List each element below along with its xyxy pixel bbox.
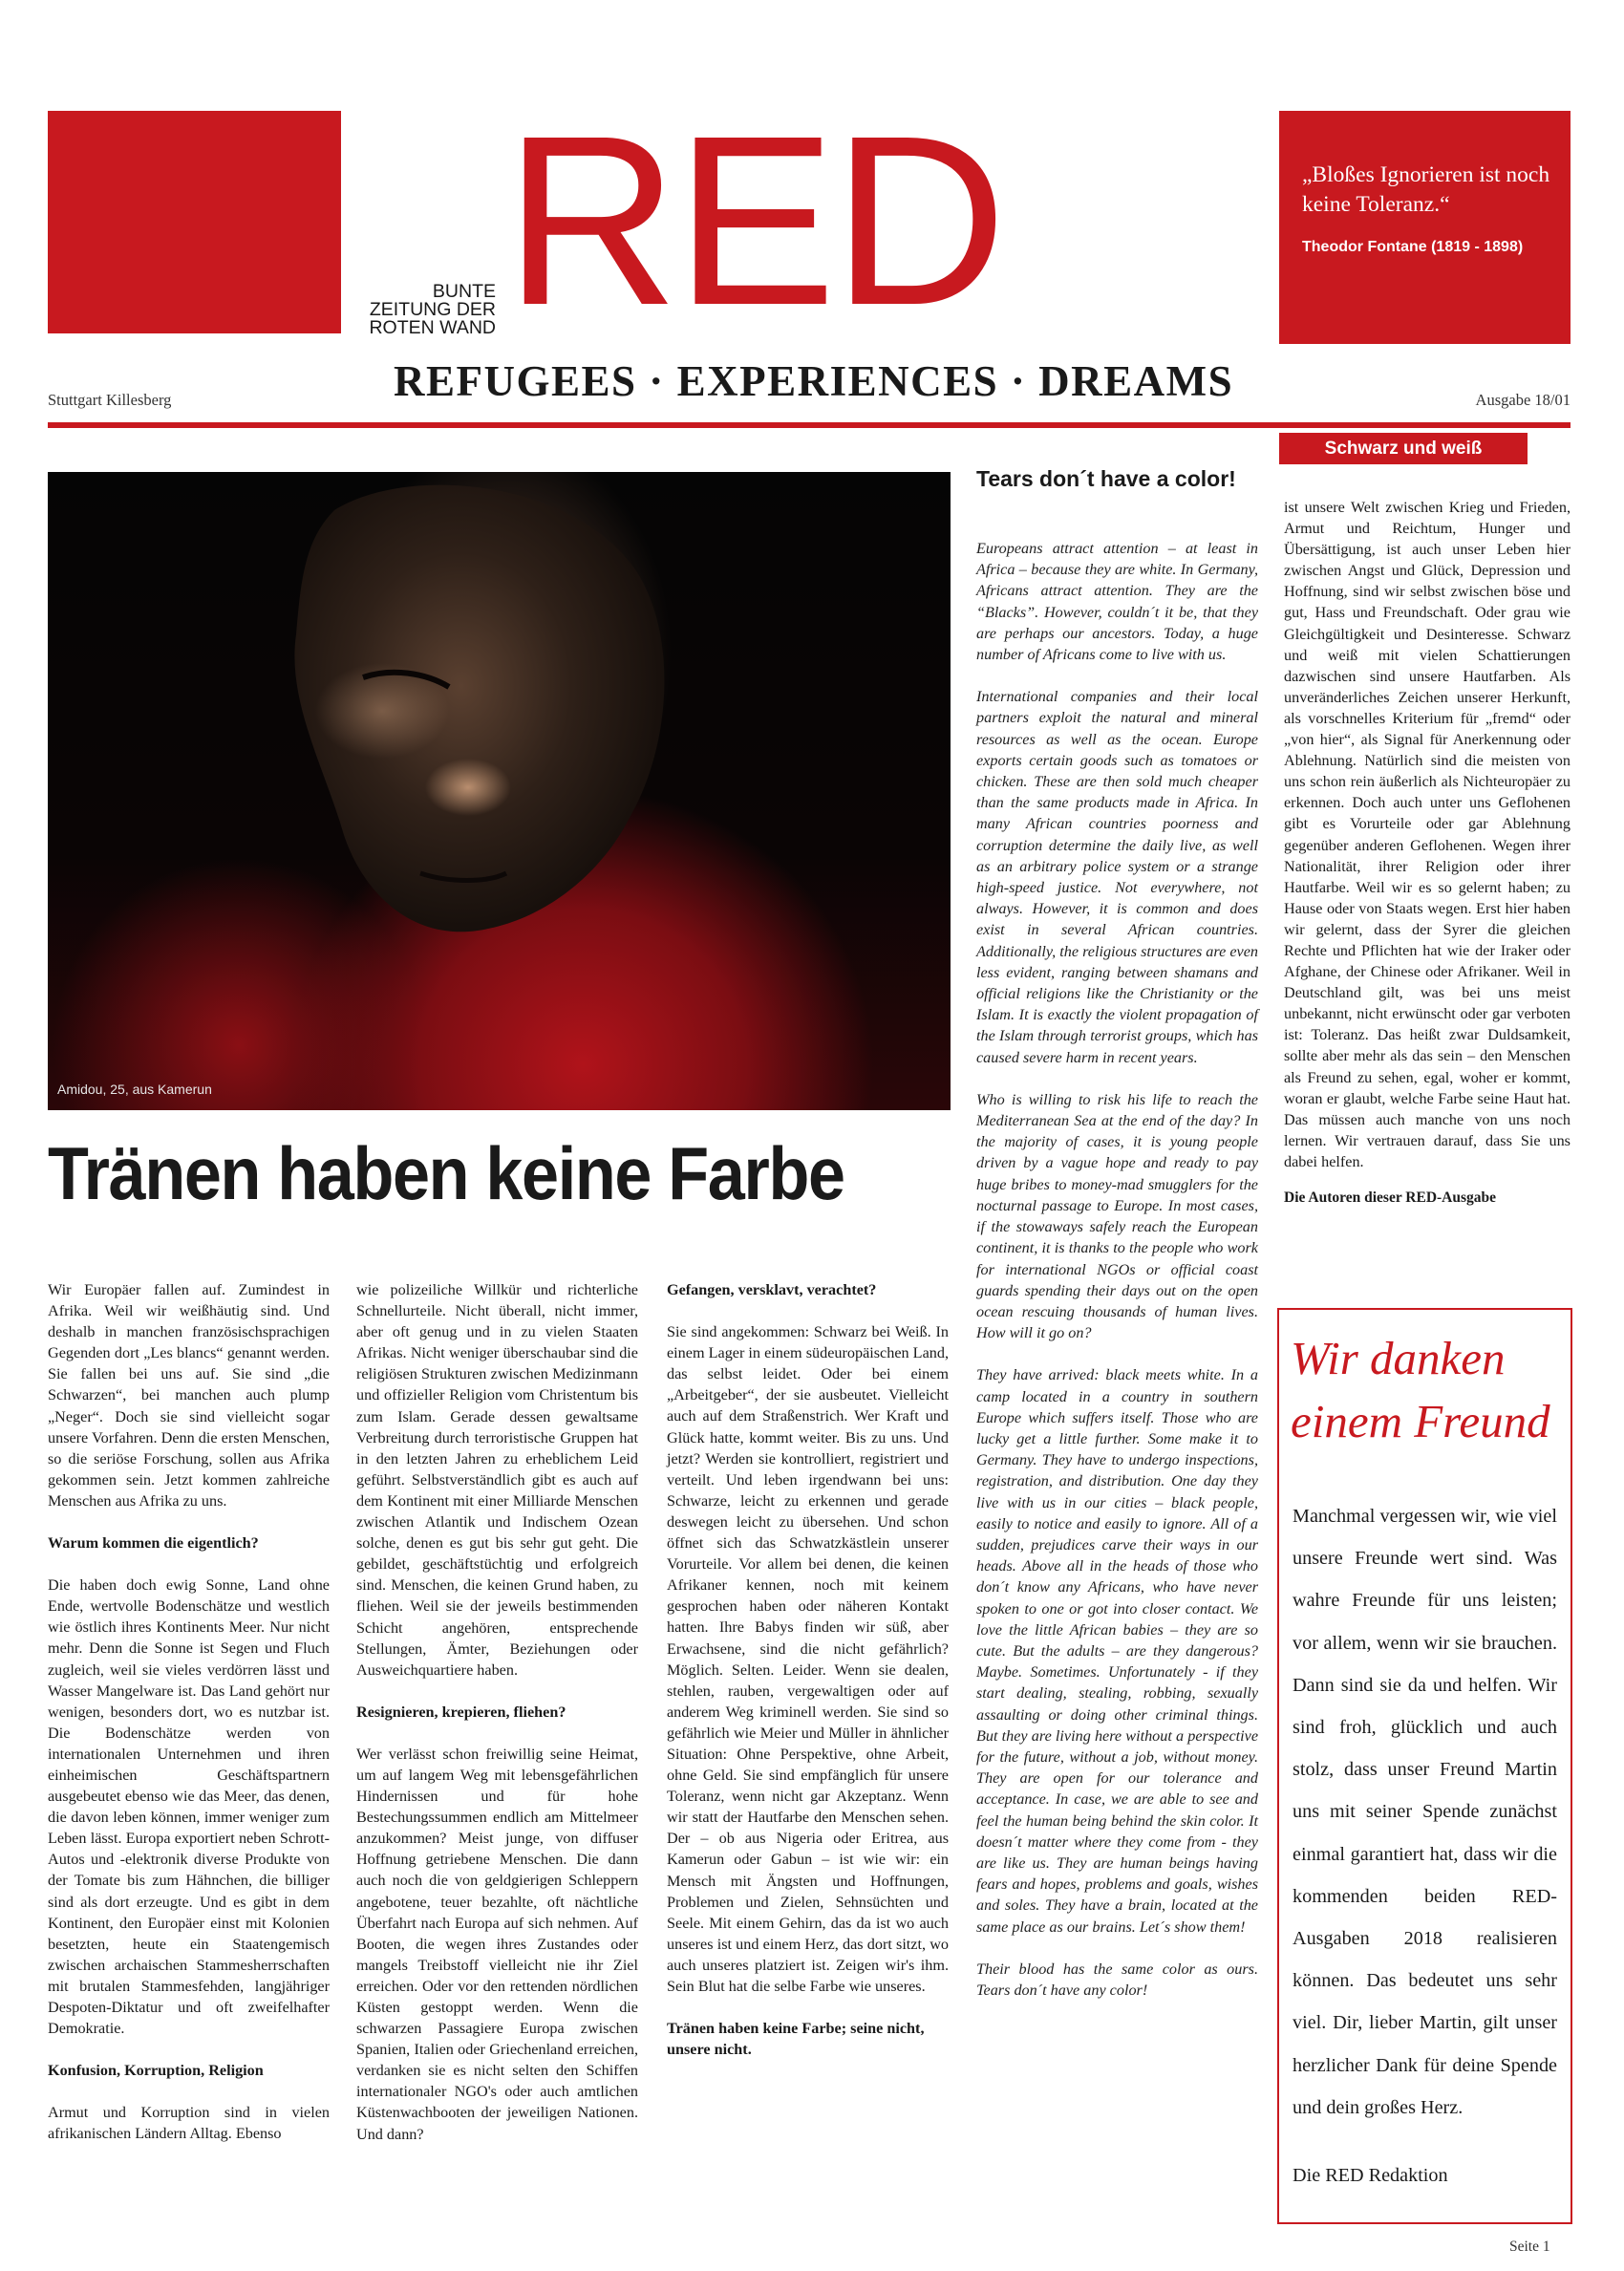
- nose-highlight: [425, 759, 511, 816]
- quote-text: „Bloßes Ignorieren ist noch keine Toleranz.“: [1302, 162, 1550, 217]
- article-subheading: Warum kommen die eigentlich?: [48, 1534, 259, 1553]
- english-paragraph: Who is willing to risk his life to reach the Mediterranean Sea at the end of the day? In the majority of cases, it is young people driven by a vague hope and ready to pay huge bribes to money-mad smugglers for the nocturnal passage to Europe. In most cases, if the stowaways safely reach the European continent, it is thanks to the people who work for international NGOs or official coast guards spending their days out on the open ocean rescuing thousands of human lives. How will it go on?: [976, 1090, 1258, 1342]
- article-subheading: Tränen haben keine Farbe; seine nicht, unsere nicht.: [667, 2020, 925, 2059]
- quote-box: [1279, 111, 1571, 344]
- english-paragraph: Europeans attract attention – at least in Africa – because they are white. In Germany, Africans attract attention. They are the “Blacks”. However, couldn´t it be, that they are perhaps our ancestors. Today, a huge number of Africans come to live with us.: [976, 540, 1258, 664]
- thanks-title: [1289, 1327, 1561, 1453]
- portrait-illustration: [48, 472, 951, 1110]
- quote-author: Theodor Fontane (1819 - 1898): [1302, 239, 1524, 255]
- tagline: REFUGEES · EXPERIENCES · DREAMS: [394, 357, 1234, 405]
- masthead-red-square: [48, 111, 341, 333]
- photo-caption: Amidou, 25, aus Kamerun: [57, 1082, 212, 1097]
- article-subheading: Gefangen, versklavt, verachtet?: [667, 1281, 877, 1298]
- english-paragraph: Their blood has the same color as ours. Tears don´t have any color!: [976, 1960, 1258, 1999]
- article-column-2: [356, 1279, 638, 2145]
- english-paragraph: They have arrived: black meets white. In a camp located in a country in southern Europe which suffers itself. Those who are lucky get a little further. Some make it to Germany. They have to undergo inspections, registration, and distribution. One day they live with us in our cities – black people, easily to notice and easily to ignore. All of a sudden, prejudices carve their ways in our heads. Above all in the heads of those who don´t know any Africans, who have never spoken to one or got into closer contact. We love the little African babies – they are so cute. But the adults – are they dangerous? Maybe. Sometimes. Unfortunately - if they start dealing, stealing, robbing, sexually assaulting or doing other criminal things. But they are living here without a perspective for the future, without a job, without money. They are open for our tolerance and acceptance. In case, we are able to see and feel the human being behind the skin color. It doesn´t matter where they come from - they are like us. They are human beings having fears and hopes, problems and goals, wishes and soles. They have a brain, located at the same place as our brains. Let´s show them!: [976, 1366, 1258, 1936]
- article-column-3: [667, 1279, 949, 2081]
- article-paragraph: Armut und Korruption sind in vielen afrikanischen Ländern Alltag. Ebenso: [48, 2104, 330, 2143]
- english-title: Tears don´t have a color!: [976, 466, 1236, 491]
- article-paragraph: Wer verlässt schon freiwillig seine Heimat, um auf langem Weg mit lebensgefährlichen Hindernissen und für hohe Bestechungssummen endlich am Mittelmeer anzukommen? Meist junge, von diffuser Hoffnung getriebene Menschen. Die dann auch noch die von geldgierigen Schleppern angebotene, teuer bezahlte, oft nächtliche Überfahrt nach Europa auf sich nehmen. Auf Booten, die wegen ihres Zustandes oder mangels Treibstoff vielleicht nie ihr Ziel erreichen. Oder vor den rettenden nördlichen Küsten gestoppt werden. Wenn die schwarzen Passagiere Europa zwischen Spanien, Italien oder Griechenland erreichen, verdanken sie es nicht selten den Schiffen internationaler NGO's oder auch amtlichen Küstenwachbooten der jeweiligen Nationen. Und dann?: [356, 1745, 638, 2143]
- subtitle-line-1: BUNTE: [432, 281, 496, 302]
- sidebar-column: [1284, 497, 1571, 1230]
- article-subheading: Resignieren, krepieren, fliehen?: [356, 1703, 566, 1721]
- thanks-text: Manchmal vergessen wir, wie viel unsere Freunde wert sind. Was wahre Freunde für uns leisten; vor allem, wenn wir sie brauchen. Dann sind sie da und helfen. Wir sind froh, glücklich und auch stolz, dass unser Freund Martin uns mit seiner Spende zunächst einmal garantiert hat, dass wir die kommenden beiden RED-Ausgaben 2018 realisieren können. Das bedeutet uns sehr viel. Dir, lieber Martin, gilt unser herzlicher Dank für deine Spende und dein großes Herz.: [1293, 1506, 1557, 2118]
- sidebar-signature: Die Autoren dieser RED-Ausgabe: [1284, 1189, 1497, 1206]
- article-paragraph: Wir Europäer fallen auf. Zumindest in Afrika. Weil wir weißhäutig sind. Und deshalb in manchen französischsprachigen Gegenden dort „Les blancs“ genannt werden. Sie fallen bei uns auf. Sie sind „die Schwarzen“, bei manchen auch plump „Neger“. Doch sie sind vielleicht sogar unsere Vorfahren. Denn die ersten Menschen, so die seriöse Forschung, sollen aus Afrika gekommen sein. Jetzt kommen zahlreiche Menschen aus Afrika zu uns.: [48, 1281, 330, 1510]
- location: Stuttgart Killesberg: [48, 391, 172, 409]
- red-logo: RED: [504, 85, 1004, 355]
- thanks-title-line-1: Wir danken: [1291, 1332, 1506, 1384]
- article-paragraph: Sie sind angekommen: Schwarz bei Weiß. In einem Lager in einem südeuropäischen Land, das selbst leidet. Oder bei einem „Arbeitgeber“, der sie ausbeutet. Vielleicht auch auf dem Straßenstrich. Wer Kraft und Glück hatte, kommt weiter. Bis zu uns. Und jetzt? Werden sie kontrolliert, registriert und verteilt. Und leben irgendwann bei uns: Schwarze, leicht zu erkennen und gerade deswegen leicht zu übersehen. Und schon öffnet sich das Schwatzkästlein unserer Vorurteile. Vor allem bei denen, die keinen Afrikaner kennen, noch mit keinem gesprochen haben oder näheren Kontakt hatten. Ihre Babys finden wir süß, aber Erwachsene, sind die nicht gefährlich? Möglich. Selten. Leider. Wenn sie dealen, stehlen, rauben, vergewaltigen oder auf anderem Weg kriminell werden. Sie sind so gefährlich wie Meier und Müller in ähnlicher Situation: Ohne Perspektive, ohne Arbeit, ohne Geld. Sie sind empfänglich für unsere Toleranz, wenn nicht gar Akzeptanz. Wenn wir statt der Hautfarbe den Menschen sehen. Der – ob aus Nigeria oder Eritrea, aus Kamerun oder Gabun – ist wie wir: ein Mensch mit Ängsten und Hoffnungen, Problemen und Zielen, Sehnsüchten und Seele. Mit einem Gehirn, das da ist wo auch unseres ist und einem Herz, das dort sitzt, wo auch unseres platziert ist. Zeigen wir's ihm. Sein Blut hat die selbe Farbe wie unseres.: [667, 1323, 949, 1995]
- article-paragraph: wie polizeiliche Willkür und richterliche Schnellurteile. Nicht überall, nicht immer, aber oft genug und in zu vielen Staaten Afrikas. Nicht weniger überschaubar sind die religiösen Strukturen zwischen Medizinmann und offizieller Religion vom Christentum bis zum Islam. Gerade dessen gewaltsame Verbreitung durch terroristische Gruppen hat in den letzten Jahren zu erheblichem Leid geführt. Selbstverständlich gibt es auch auf dem Kontinent mit einer Milliarde Menschen zwischen Atlantik und Indischem Ozean solche, denen es gut bis sehr gut geht. Die gebildet, geschäftstüchtig und erfolgreich sind. Menschen, die keinen Grund haben, zu fliehen. Weil sie der jeweils bestimmenden Schicht angehören, entsprechende Stellungen, Ämter, Beziehungen oder Ausweichquartiere haben.: [356, 1281, 638, 1679]
- article-paragraph: Die haben doch ewig Sonne, Land ohne Ende, wertvolle Bodenschätze und westlich wie östlich ihres Kontinents Meer. Nur nicht mehr. Denn die Sonne ist Segen und Fluch zugleich, weil sie vieles verdörren lässt und Wasser Mangelware ist. Das Land gehört nur wenigen, besonders dort, wo es nutzbar ist. Die Bodenschätze werden von internationalen Unternehmen und ihren einheimischen Geschäftspartnern ausgebeutet ebenso wie das Meer, das denen, die davon leben können, immer weniger zum Leben lässt. Europa exportiert neben Schrott-Autos und -elektronik diverse Produkte von der Tomate bis zum Hähnchen, die billiger sind als dort erzeugte. Und es gibt in dem Kontinent, den Europäer einst mit Kolonien besetzten, heute ein Staatengemisch zwischen archaischen Stammesherrschaften mit brutalen Stammesfehden, langjähriger Despoten-Diktatur und oft zweifelhafter Demokratie.: [48, 1576, 330, 2038]
- subtitle-line-2: ZEITUNG DER: [369, 299, 496, 320]
- masthead-rule: [48, 422, 1571, 428]
- english-article: [976, 538, 1258, 2001]
- thanks-title-line-2: einem Freund: [1291, 1395, 1550, 1447]
- sidebar-label: Schwarz und weiß: [1279, 433, 1528, 464]
- english-paragraph: International companies and their local partners exploit the natural and mineral resources as well as the ocean. Europe exports certain goods such as tomatoes or chicken. These are then sold much cheaper than the same products made in Africa. In many African countries poorness and corruption determine the daily live, as well as an arbitrary police system or a strange high-speed justice. Not everywhere, not always. However, it is common and does exist in several African countries. Additionally, the religious structures are even less evident, ranging between shamans and official religions like the Christianity or the Islam. It is exactly the violent propagation of the Islam through terrorist groups, which has caused severe harm in recent years.: [976, 688, 1258, 1066]
- subtitle-line-3: ROTEN WAND: [369, 317, 496, 338]
- article-subheading: Konfusion, Korruption, Religion: [48, 2062, 264, 2080]
- portrait-photo: [48, 472, 951, 1110]
- page-number: Seite 1: [1509, 2239, 1550, 2255]
- headline: Tränen haben keine Farbe: [48, 1131, 844, 1215]
- article-column-1: [48, 1279, 330, 2144]
- thanks-signature: Die RED Redaktion: [1293, 2165, 1448, 2187]
- thanks-box: [1277, 1308, 1572, 2224]
- issue-number: Ausgabe 18/01: [1475, 391, 1571, 409]
- sidebar-text: ist unsere Welt zwischen Krieg und Frieden, Armut und Reichtum, Hunger und Übersättigung, ist auch unser Leben hier zwischen Angst und Glück, Depression und Hoffnung, sind wir selbst zwischen böse und gut, Hass und Freundschaft. Oder grau wie Gleichgültigkeit und Desinteresse. Schwarz und weiß mit vielen Schattierungen dazwischen sind unsere Hautfarben. Als unveränderliches Zeichen unserer Herkunft, als vorschnelles Kriterium für „fremd“ oder „von hier“, als Signal für Anerkennung oder Ablehnung. Natürlich sind die meisten von uns schon rein äußerlich als Nichteuropäer zu erkennen. Doch auch unter uns Geflohenen gibt es Vorurteile oder gar Ablehnung gegenüber anderen Geflohenen. Wegen ihrer Nationalität, ihrer Religion oder ihrer Hautfarbe. Weil wir es so gelernt haben; zu Hause oder von Staats wegen. Erst hier haben wir gelernt, dass der Syrer die gleichen Rechte und Pflichten hat wie der Iraker oder Afghane, der Chinese oder Afrikaner. Weil in Deutschland gilt, was bei uns meist unbekannt, nicht erwünscht oder gar verboten ist: Toleranz. Das heißt zwar Duldsamkeit, sollte aber mehr als das sein – den Menschen als Freund zu sehen, egal, woher er kommt, woran er glaubt, welche Farbe seine Haut hat. Das müssen auch manche von uns noch lernen. Wir vertrauen darauf, dass Sie uns dabei helfen.: [1284, 499, 1571, 1170]
- masthead-subtitle: [356, 283, 496, 337]
